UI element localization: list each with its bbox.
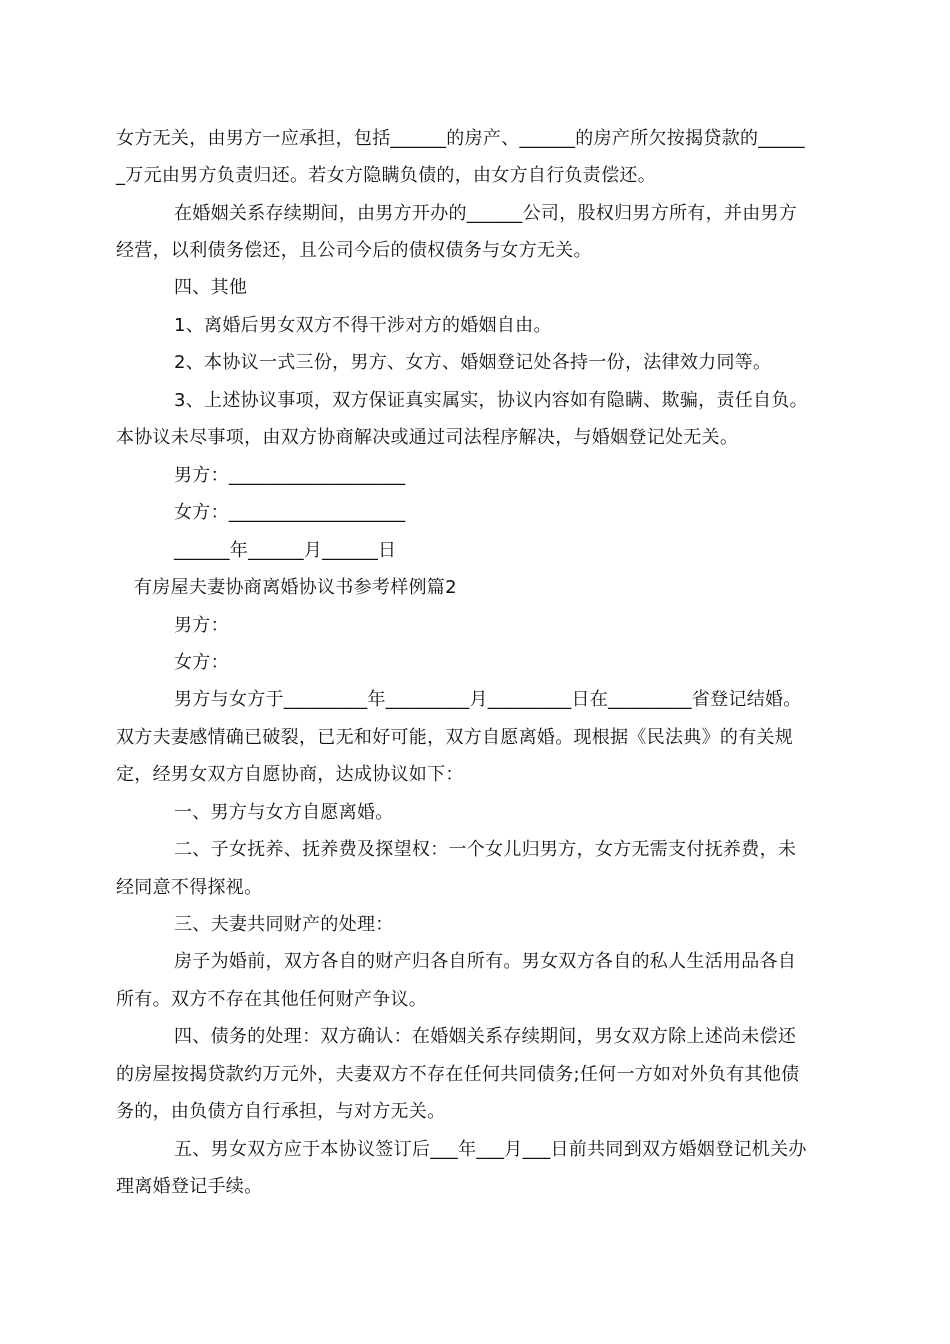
text-line: 经营，以利债务偿还，且公司今后的债权债务与女方无关。 bbox=[116, 240, 592, 261]
date-line: ______年______月______日 bbox=[174, 540, 397, 561]
text-line: 男方与女方于_________年_________月_________日在_________省登记结婚。 bbox=[174, 689, 802, 710]
document-title: 有房屋夫妻协商离婚协议书参考样例篇2 bbox=[134, 577, 457, 598]
text-line: 房子为婚前，双方各自的财产归各自所有。男女双方各自的私人生活用品各自 bbox=[174, 951, 797, 972]
clause-heading: 二、子女抚养、抚养费及探望权：一个女儿归男方，女方无需支付抚养费，未 bbox=[174, 839, 797, 860]
text-line: 的房屋按揭贷款约万元外，夫妻双方不存在任何共同债务;任何一方如对外负有其他债 bbox=[116, 1064, 800, 1085]
signature-line-male: 男方：___________________ bbox=[174, 465, 406, 486]
text-line: 在婚姻关系存续期间，由男方开办的______公司，股权归男方所有，并由男方 bbox=[174, 203, 798, 224]
text-line: 2、本协议一式三份，男方、女方、婚姻登记处各持一份，法律效力同等。 bbox=[174, 352, 772, 373]
party-female: 女方： bbox=[174, 652, 229, 673]
text-line: _万元由男方负责归还。若女方隐瞒负债的，由女方自行负责偿还。 bbox=[116, 165, 656, 186]
text-line: 女方无关，由男方一应承担，包括______的房产、______的房产所欠按揭贷款的_____ bbox=[116, 128, 805, 149]
text-line: 双方夫妻感情确已破裂，已无和好可能，双方自愿离婚。现根据《民法典》的有关规 bbox=[116, 727, 794, 748]
text-line: 1、离婚后男女双方不得干涉对方的婚姻自由。 bbox=[174, 315, 552, 336]
text-line: 定，经男女双方自愿协商，达成协议如下： bbox=[116, 764, 464, 785]
clause-heading: 五、男女双方应于本协议签订后___年___月___日前共同到双方婚姻登记机关办 bbox=[174, 1139, 807, 1160]
section-heading: 四、其他 bbox=[174, 277, 248, 298]
clause-heading: 四、债务的处理：双方确认：在婚姻关系存续期间，男女双方除上述尚未偿还 bbox=[174, 1026, 797, 1047]
text-line: 务的，由负债方自行承担，与对方无关。 bbox=[116, 1101, 446, 1122]
text-line: 理离婚登记手续。 bbox=[116, 1176, 263, 1197]
signature-line-female: 女方：___________________ bbox=[174, 502, 406, 523]
text-line: 所有。双方不存在其他任何财产争议。 bbox=[116, 989, 428, 1010]
text-line: 本协议未尽事项，由双方协商解决或通过司法程序解决，与婚姻登记处无关。 bbox=[116, 427, 739, 448]
text-line: 3、上述协议事项，双方保证真实属实，协议内容如有隐瞒、欺骗，责任自负。 bbox=[174, 390, 808, 411]
party-male: 男方： bbox=[174, 615, 229, 636]
text-line: 经同意不得探视。 bbox=[116, 877, 263, 898]
clause-heading: 一、男方与女方自愿离婚。 bbox=[174, 802, 394, 823]
clause-heading: 三、夫妻共同财产的处理： bbox=[174, 914, 394, 935]
